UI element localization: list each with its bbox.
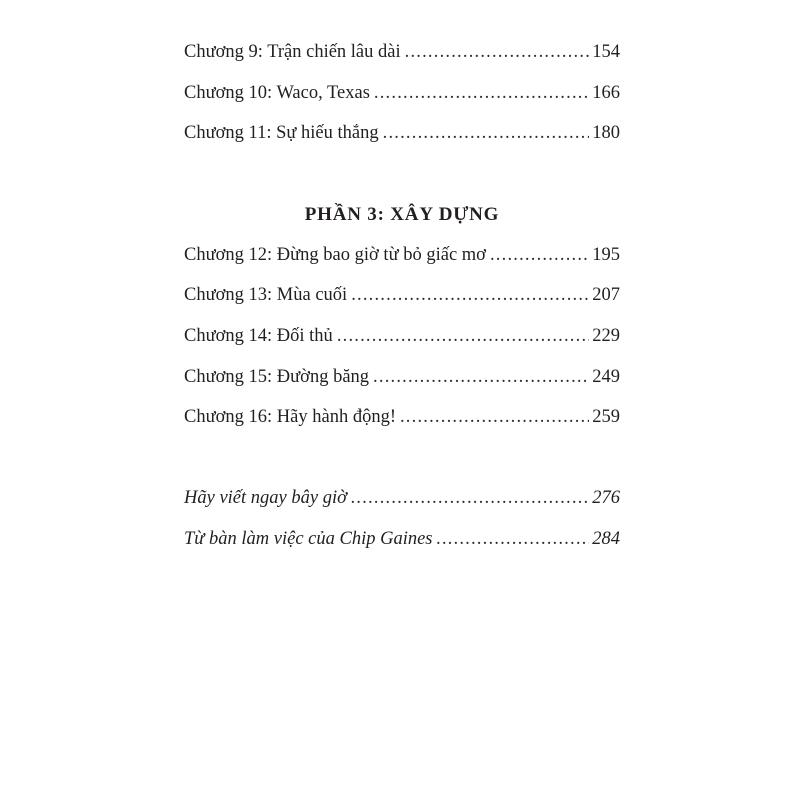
toc-entry-page: 284: [592, 529, 620, 549]
dot-leader: [400, 407, 589, 428]
toc-entry-title: Hãy viết ngay bây giờ: [184, 488, 347, 508]
dot-leader: [373, 367, 589, 388]
toc-entry-title: Chương 11: Sự hiếu thắng: [184, 123, 379, 143]
toc-entry-page: 229: [592, 326, 620, 346]
dot-leader: [374, 83, 589, 104]
toc-entry-chapter-9: [184, 42, 620, 72]
toc-entry-chapter-12: [184, 245, 620, 275]
toc-entry-chapter-11: [184, 123, 620, 153]
toc-entry-title: Từ bàn làm việc của Chip Gaines: [184, 529, 433, 549]
toc-entry-write-now: [184, 488, 620, 518]
toc-entry-chapter-10: [184, 83, 620, 113]
toc-entry-page: 180: [592, 123, 620, 143]
toc-entry-chapter-15: [184, 367, 620, 397]
dot-leader: [405, 42, 590, 63]
toc-entry-chapter-14: [184, 326, 620, 356]
toc-entry-chapter-16: [184, 407, 620, 437]
toc-entry-page: 207: [592, 285, 620, 305]
toc-entry-title: Chương 16: Hãy hành động!: [184, 407, 396, 427]
toc-entry-title: Chương 15: Đường băng: [184, 367, 370, 387]
toc-entry-page: 195: [592, 245, 620, 265]
toc-entry-page: 259: [592, 407, 620, 427]
toc-entry-title: Chương 10: Waco, Texas: [184, 83, 370, 103]
dot-leader: [351, 488, 589, 509]
toc-entry-page: 166: [592, 83, 620, 103]
toc-entry-title: Chương 12: Đừng bao giờ từ bỏ giấc mơ: [184, 245, 486, 265]
toc-entry-page: 249: [592, 367, 620, 387]
toc-entry-page: 276: [592, 488, 620, 508]
toc-entry-chapter-13: [184, 285, 620, 315]
dot-leader: [337, 326, 589, 347]
toc-entry-title: Chương 14: Đối thủ: [184, 326, 333, 346]
toc-entry-from-the-desk: [184, 529, 620, 559]
toc-entry-title: Chương 13: Mùa cuối: [184, 285, 348, 305]
dot-leader: [437, 529, 590, 550]
dot-leader: [490, 245, 589, 266]
toc-entry-page: 154: [592, 42, 620, 62]
dot-leader: [383, 123, 590, 144]
dot-leader: [351, 285, 589, 306]
part-3-heading: PHẦN 3: XÂY DỰNG: [304, 204, 500, 225]
toc-entry-title: Chương 9: Trận chiến lâu dài: [184, 42, 401, 62]
